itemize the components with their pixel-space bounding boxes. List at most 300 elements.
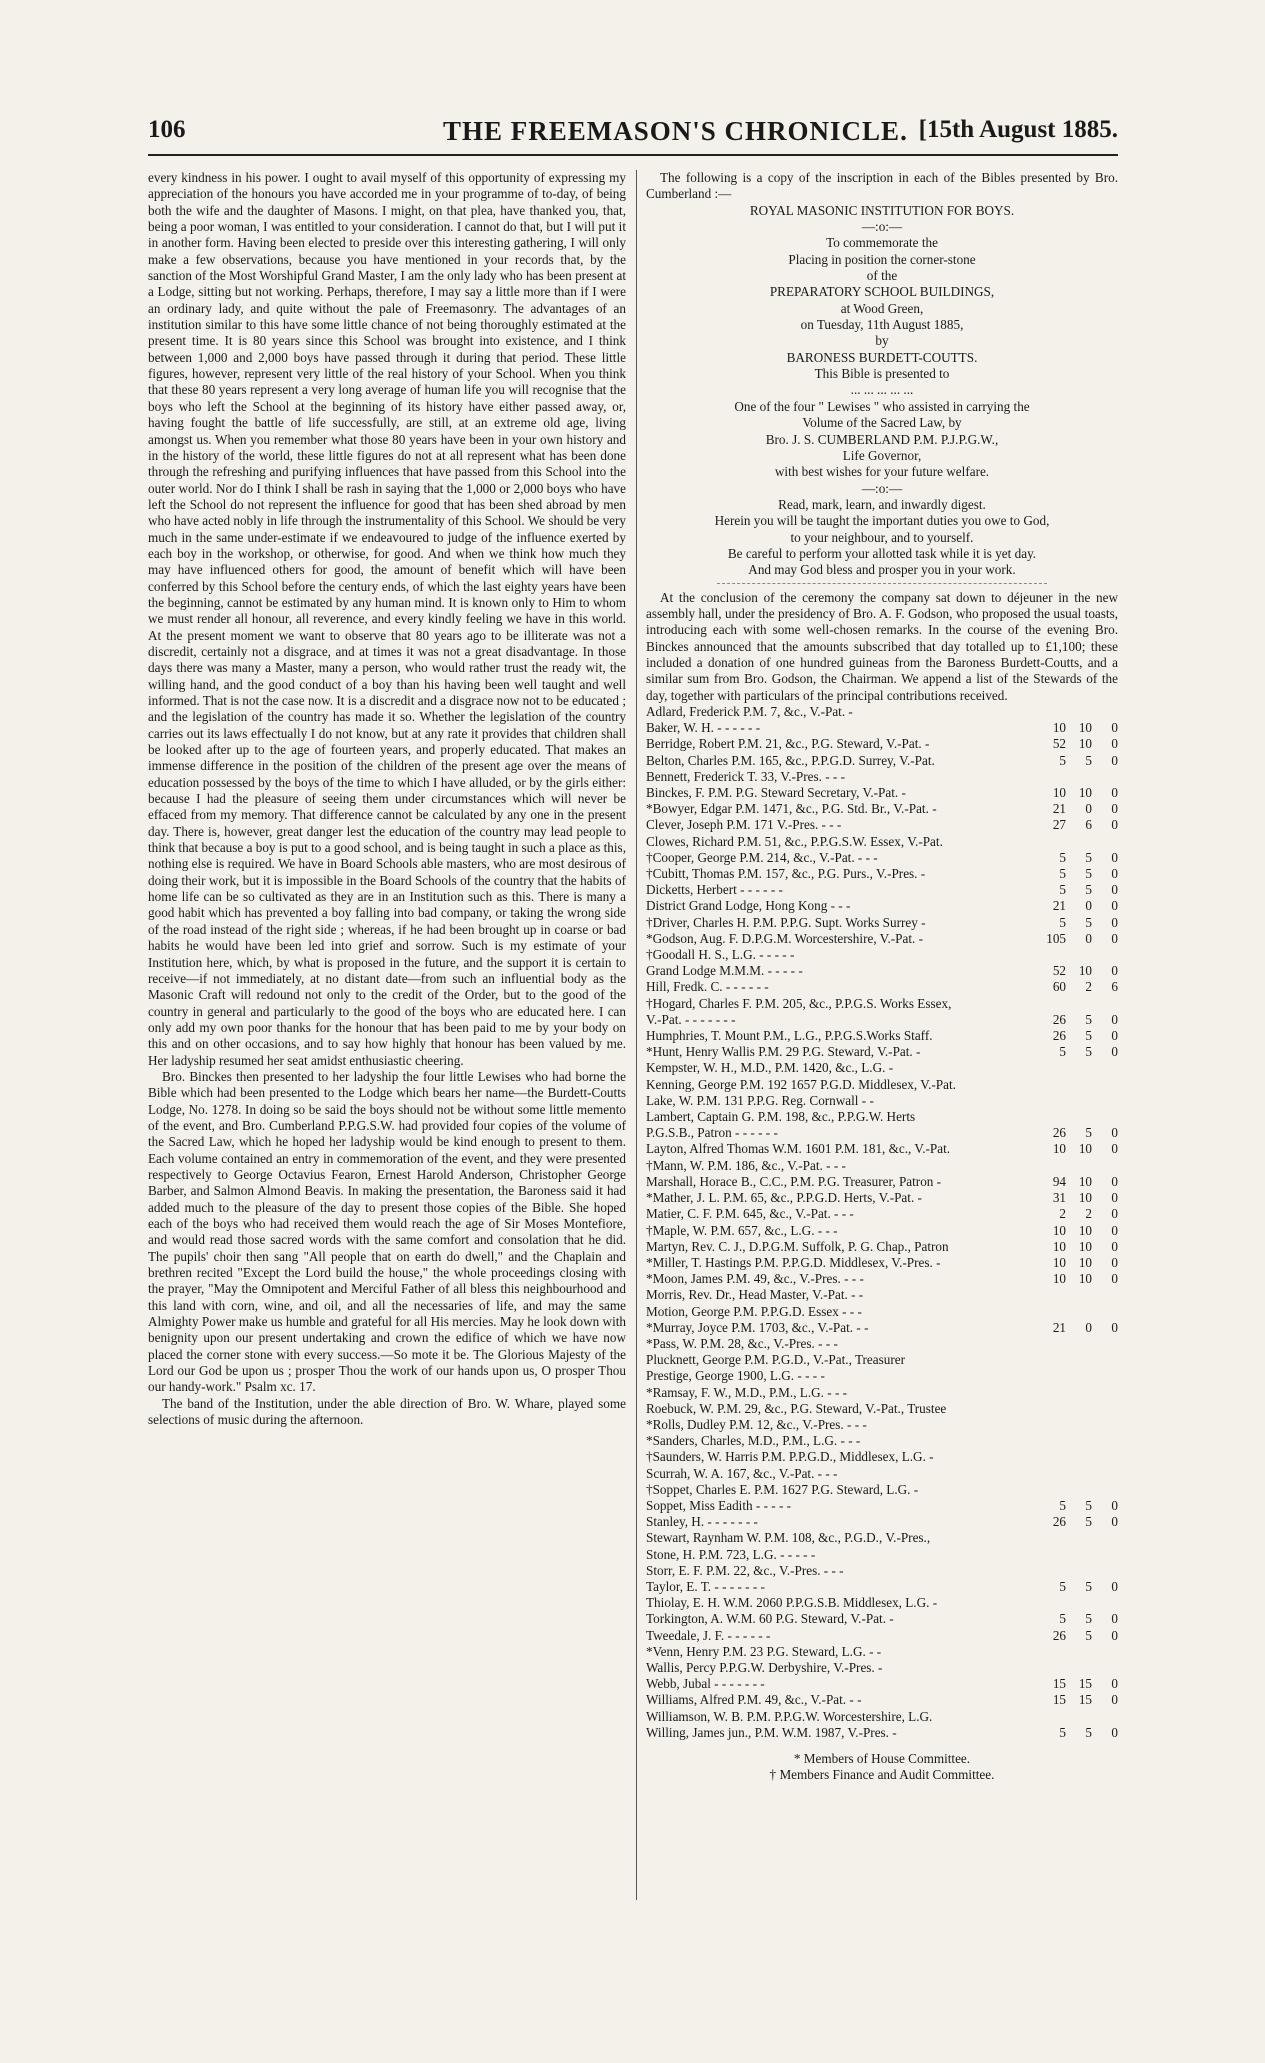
steward-name: Dicketts, Herbert - - - - - - <box>646 882 783 898</box>
steward-name: Willing, James jun., P.M. W.M. 1987, V.-Pres. - <box>646 1724 897 1740</box>
steward-name: Bennett, Frederick T. 33, V.-Pres. - - - <box>646 768 845 784</box>
steward-row <box>646 1304 1118 1320</box>
amount-pounds: 10 <box>1052 1141 1066 1157</box>
amount-pounds: 31 <box>1052 1190 1066 1206</box>
amount-shillings: 5 <box>1085 1011 1092 1027</box>
steward-row <box>646 931 1118 947</box>
amount-shillings: 10 <box>1078 1173 1092 1189</box>
amount-shillings: 5 <box>1085 1028 1092 1044</box>
steward-row <box>646 1109 1118 1125</box>
steward-row <box>646 1725 1118 1741</box>
page-header <box>138 116 1118 148</box>
amount-pence <box>1092 1401 1118 1417</box>
amount-pounds: 5 <box>1059 882 1066 898</box>
amount-shillings: 5 <box>1085 866 1092 882</box>
steward-name: Lambert, Captain G. P.M. 198, &c., P.P.G.W. Herts <box>646 1109 916 1125</box>
amount-shillings <box>1066 1482 1092 1498</box>
right-column <box>646 170 1118 1784</box>
amount-shillings: 5 <box>1085 752 1092 768</box>
steward-name: Layton, Alfred Thomas W.M. 1601 P.M. 181, &c., V.-Pat. <box>646 1141 951 1157</box>
amount-shillings <box>1066 1660 1092 1676</box>
inscription-line: Life Governor, <box>842 447 922 463</box>
amount-shillings: 5 <box>1085 1044 1092 1060</box>
amount-pence: 0 <box>1111 801 1118 817</box>
amount-pounds <box>1040 996 1066 1012</box>
amount-pence: 0 <box>1111 1044 1118 1060</box>
steward-row <box>646 1190 1118 1206</box>
amount-shillings: 10 <box>1078 1141 1092 1157</box>
amount-pounds <box>1040 1109 1066 1125</box>
amount-shillings <box>1066 1109 1092 1125</box>
amount-pence <box>1092 1158 1118 1174</box>
inscription-line: by <box>875 333 889 349</box>
steward-name: *Rolls, Dudley P.M. 12, &c., V.-Pres. - - - <box>646 1416 867 1432</box>
inscription-line: BARONESS BURDETT-COUTTS. <box>786 349 978 365</box>
amount-pence: 0 <box>1111 1254 1118 1270</box>
amount-pounds: 10 <box>1052 1222 1066 1238</box>
inscription-line: Read, mark, learn, and inwardly digest. <box>778 496 986 512</box>
steward-name: Grand Lodge M.M.M. - - - - - <box>646 963 803 979</box>
amount-pence <box>1092 1352 1118 1368</box>
steward-name: Lake, W. P.M. 131 P.P.G. Reg. Cornwall - - <box>646 1092 874 1108</box>
amount-shillings <box>1066 996 1092 1012</box>
dejeuner-paragraph: At the conclusion of the ceremony the company sat down to déjeuner in the new assembly hall, under the presidency of Bro. A. F. Godson, who proposed the usual toasts, introducing each with some well-chosen remarks. In the course of the evening Bro. Binckes announced that the amounts subscribed that day totalled up to £1,100; these included a donation of one hundred guineas from the Baroness Burdett-Coutts, and a similar sum from Bro. Godson, the Chairman. We append a list of the Stewards of the day, together with particulars of the principal contributions received. <box>646 589 1118 703</box>
steward-row <box>646 1093 1118 1109</box>
amount-pounds <box>1040 1287 1066 1303</box>
steward-row <box>646 1660 1118 1676</box>
amount-pence: 0 <box>1111 1206 1118 1222</box>
amount-pence <box>1092 1385 1118 1401</box>
steward-name: *Pass, W. P.M. 28, &c., V.-Pres. - - - <box>646 1335 838 1351</box>
steward-row <box>646 801 1118 817</box>
amount-shillings: 5 <box>1085 1611 1092 1627</box>
amount-pence: 0 <box>1111 1724 1118 1740</box>
steward-row <box>646 996 1118 1012</box>
amount-shillings <box>1066 1417 1092 1433</box>
amount-pence <box>1092 1563 1118 1579</box>
steward-name: †Saunders, W. Harris P.M. P.P.G.D., Middlesex, L.G. - <box>646 1449 934 1465</box>
amount-shillings: 2 <box>1085 1206 1092 1222</box>
amount-pence: 0 <box>1111 963 1118 979</box>
amount-pounds <box>1040 1304 1066 1320</box>
steward-row <box>646 1174 1118 1190</box>
amount-pence <box>1092 1060 1118 1076</box>
amount-pence: 0 <box>1111 1676 1118 1692</box>
steward-name: Williamson, W. B. P.M. P.P.G.W. Worcestershire, L.G. <box>646 1708 933 1724</box>
amount-pounds: 10 <box>1052 1254 1066 1270</box>
steward-name: Webb, Jubal - - - - - - - <box>646 1676 765 1692</box>
steward-name: Kenning, George P.M. 192 1657 P.G.D. Middlesex, V.-Pat. <box>646 1076 956 1092</box>
steward-row <box>646 1482 1118 1498</box>
steward-row <box>646 834 1118 850</box>
steward-row <box>646 769 1118 785</box>
amount-pence <box>1092 1547 1118 1563</box>
steward-row <box>646 1628 1118 1644</box>
steward-name: †Driver, Charles H. P.M. P.P.G. Supt. Works Surrey - <box>646 914 926 930</box>
steward-row <box>646 704 1118 720</box>
amount-pounds: 5 <box>1059 1497 1066 1513</box>
amount-pounds: 15 <box>1052 1692 1066 1708</box>
amount-pounds <box>1040 947 1066 963</box>
steward-row <box>646 915 1118 931</box>
steward-row <box>646 1595 1118 1611</box>
amount-pence <box>1092 1417 1118 1433</box>
amount-pence: 0 <box>1111 1271 1118 1287</box>
steward-name: Roebuck, W. P.M. 29, &c., P.G. Steward, V.-Pat., Trustee <box>646 1400 947 1416</box>
inscription-line: —:o:— <box>861 480 903 496</box>
inscription-line: Herein you will be taught the important duties you owe to God, <box>714 513 1050 529</box>
amount-pence <box>1092 1304 1118 1320</box>
amount-shillings: 10 <box>1078 1222 1092 1238</box>
steward-row <box>646 1352 1118 1368</box>
amount-shillings: 5 <box>1085 882 1092 898</box>
steward-name: †Goodall H. S., L.G. - - - - - <box>646 947 795 963</box>
amount-pounds: 26 <box>1052 1514 1066 1530</box>
amount-pounds: 5 <box>1059 1724 1066 1740</box>
inscription-line: Placing in position the corner-stone <box>788 251 976 267</box>
inscription-line: on Tuesday, 11th August 1885, <box>800 317 964 333</box>
amount-shillings: 10 <box>1078 1254 1092 1270</box>
amount-shillings: 10 <box>1078 1238 1092 1254</box>
steward-row <box>646 850 1118 866</box>
steward-row <box>646 1125 1118 1141</box>
amount-pounds: 5 <box>1059 1578 1066 1594</box>
amount-pence: 0 <box>1111 785 1118 801</box>
inscription-line: ROYAL MASONIC INSTITUTION FOR BOYS. <box>749 202 1015 218</box>
steward-row <box>646 1368 1118 1384</box>
steward-row <box>646 1255 1118 1271</box>
amount-pence: 0 <box>1111 1173 1118 1189</box>
amount-pounds <box>1040 1060 1066 1076</box>
header-rule <box>148 154 1118 156</box>
amount-shillings <box>1066 704 1092 720</box>
steward-name: *Bowyer, Edgar P.M. 1471, &c., P.G. Std. Br., V.-Pat. - <box>646 801 937 817</box>
steward-row <box>646 1498 1118 1514</box>
amount-shillings: 0 <box>1085 930 1092 946</box>
steward-row <box>646 1077 1118 1093</box>
amount-pounds: 60 <box>1052 979 1066 995</box>
amount-shillings <box>1066 834 1092 850</box>
amount-pence: 0 <box>1111 1125 1118 1141</box>
amount-shillings <box>1066 1449 1092 1465</box>
amount-pence <box>1092 1466 1118 1482</box>
steward-name: †Maple, W. P.M. 657, &c., L.G. - - - <box>646 1222 838 1238</box>
steward-name: Berridge, Robert P.M. 21, &c., P.G. Steward, V.-Pat. - <box>646 736 930 752</box>
amount-shillings <box>1066 1077 1092 1093</box>
amount-pounds: 10 <box>1052 785 1066 801</box>
amount-shillings <box>1066 1530 1092 1546</box>
inscription-line: And may God bless and prosper you in your work. <box>748 562 1016 578</box>
amount-shillings: 10 <box>1078 1190 1092 1206</box>
amount-pence <box>1092 1433 1118 1449</box>
amount-pence: 0 <box>1111 817 1118 833</box>
amount-shillings: 5 <box>1085 1497 1092 1513</box>
amount-pence <box>1092 1449 1118 1465</box>
amount-pounds <box>1040 769 1066 785</box>
steward-row <box>646 882 1118 898</box>
inscription-line: at Wood Green, <box>840 300 924 316</box>
amount-pounds <box>1040 1368 1066 1384</box>
amount-shillings <box>1066 769 1092 785</box>
amount-shillings: 5 <box>1085 1627 1092 1643</box>
steward-row <box>646 979 1118 995</box>
amount-pence <box>1092 1482 1118 1498</box>
footnotes <box>646 1751 1118 1784</box>
steward-row <box>646 1644 1118 1660</box>
amount-shillings: 5 <box>1085 1514 1092 1530</box>
amount-shillings <box>1066 1401 1092 1417</box>
steward-row <box>646 1287 1118 1303</box>
amount-shillings: 0 <box>1085 1319 1092 1335</box>
steward-name: Marshall, Horace B., C.C., P.M. P.G. Treasurer, Patron - <box>646 1173 942 1189</box>
steward-row <box>646 1239 1118 1255</box>
amount-pounds: 26 <box>1052 1125 1066 1141</box>
amount-pence <box>1092 1709 1118 1725</box>
steward-row <box>646 1417 1118 1433</box>
steward-name: Taylor, E. T. - - - - - - - <box>646 1578 765 1594</box>
amount-shillings <box>1066 1709 1092 1725</box>
amount-pounds: 26 <box>1052 1627 1066 1643</box>
steward-name: †Cubitt, Thomas P.M. 157, &c., P.G. Purs., V.-Pres. - <box>646 866 926 882</box>
inscription-line: This Bible is presented to <box>814 366 950 382</box>
amount-pounds: 10 <box>1052 720 1066 736</box>
amount-shillings: 15 <box>1078 1676 1092 1692</box>
steward-row <box>646 1012 1118 1028</box>
amount-pounds: 10 <box>1052 1271 1066 1287</box>
amount-pounds: 21 <box>1052 801 1066 817</box>
steward-name: District Grand Lodge, Hong Kong - - - <box>646 898 851 914</box>
steward-name: Kempster, W. H., M.D., P.M. 1420, &c., L.G. - <box>646 1060 894 1076</box>
steward-name: Torkington, A. W.M. 60 P.G. Steward, V.-Pat. - <box>646 1611 894 1627</box>
steward-name: *Moon, James P.M. 49, &c., V.-Pres. - - - <box>646 1271 864 1287</box>
amount-pence <box>1092 1368 1118 1384</box>
amount-pence: 0 <box>1111 866 1118 882</box>
inscription-intro: The following is a copy of the inscription in each of the Bibles presented by Bro. Cumberland :— <box>646 170 1118 202</box>
amount-shillings: 10 <box>1078 736 1092 752</box>
steward-name: Wallis, Percy P.P.G.W. Derbyshire, V.-Pres. - <box>646 1659 883 1675</box>
inscription-line: To commemorate the <box>826 235 938 251</box>
steward-row <box>646 1514 1118 1530</box>
amount-pence: 0 <box>1111 1238 1118 1254</box>
finance-committee-note: † Members Finance and Audit Committee. <box>769 1767 995 1783</box>
amount-pence <box>1092 704 1118 720</box>
amount-shillings <box>1066 1644 1092 1660</box>
steward-row <box>646 1530 1118 1546</box>
steward-name: Clever, Joseph P.M. 171 V.-Pres. - - - <box>646 817 842 833</box>
amount-shillings <box>1066 1304 1092 1320</box>
amount-pounds: 27 <box>1052 817 1066 833</box>
steward-row <box>646 753 1118 769</box>
amount-pounds <box>1040 1093 1066 1109</box>
amount-shillings <box>1066 1158 1092 1174</box>
speech-paragraph: every kindness in his power. I ought to avail myself of this opportunity of expressing my appreciation of the honours you have accorded me in your programme of to-day, of being both the wife and the daughter of Masons. I might, on that plea, have thanked you, that, being a poor woman, I was entitled to your consideration. I cannot do that, but I will put it in another form. Having been elected to preside over this interesting gathering, I will only make a few observations, because you have mentioned in your records that, by the sanction of the Most Worshipful Grand Master, I am the only lady who has been present at a Lodge, sitting but not working. Perhaps, therefore, I may say a little more than if I were an ordinary lady, and quite without the pale of Freemasonry. The advantages of an institution similar to this have some little chance of not being thoroughly estimated at the present time. It is 80 years since this School was brought into existence, and I think between 1,000 and 2,000 boys have passed through it during that period. These little figures, however, represent very little of the real history of your School. When you think that these 80 years represent a very long average of human life you will recognise that the boys who left the School at the beginning of its history have either passed away, or, having fought the battle of life successfully, are still, at an extreme old age, living amongst us. When you remember what those 80 years have been in your own history and in the history of the world, these little figures do not at all represent what has been done through the refreshing and purifying influences that have passed from this School into the outer world. Nor do I think I shall be rash in saying that the 1,000 or 2,000 boys who have left the School do not represent the influence for good that has been shed abroad by men who have acted nobly in life through the instrumentality of this School. We should be very much in the same under-estimate if we endeavoured to judge of the influence exerted by each boy in the workshop, or otherwise, for good. And when we think how much they may have influenced others for good, the amount of benefit which will have been conferred by this School before the century ends, of which the last eighty years have been the beginning, cannot be estimated by any human mind. It is known only to Him to whom we must render all honour, all reverence, and every kindly feeling we have in this world. At the present moment we want to observe that 80 years ago to be illiterate was not a discredit, certainly not a disgrace, and at times it was not a great disadvantage. In those days there was many a Master, many a person, who would rather trust the ready wit, the willing hand, and the good conduct of a boy than his having been well taught and well informed. That is not the case now. It is a discredit and a disgrace now not to be educated ; and the legislation of the country has made it so. Whether the legislation of the country carries out its laws effectually I do not know, but at any rate it provides that children shall be looked after up to the age of fourteen years, and properly educated. That makes an immense difference in the position of the children of the present age over the means of education possessed by the boys of the time to which I have alluded, or by the girls either: because I had the pleasure of seeing them under circumstances which will never be effaced from my memory. That difference cannot be calculated by any one in the present day. There is, however, great danger lest the education of the country may lead people to think that because a boy is put to a good school, and is being taught in such a place as this, nothing else is required. We have in Board Schools able masters, who are most desirous of doing their work, but it is impossible in the Board Schools of the country that the habits of home life can be so cultivated as they are in an Institution such as this. There is many a good habit which has prevented a boy falling into bad company, or taking the wrong side of the road instead of the right side ; whereas, if he had been brought up in coarse or bad habits he would have been led into grief and sorrow. Such is my estimate of your Institution here, which, by what is proposed in the future, and the support it is certain to receive—if not immediately, at no distant date—from such an influential body as the Masonic Craft will redound not only to the credit of the Order, but to the good of the country in general and particularly to the good of the boys who are educated here. I can only add my own poor thanks for the honour that has been paid to me by your body on this and on other occasions, and to say how highly that honour has been valued by me. Her ladyship resumed her seat amidst enthusiastic cheering. <box>148 170 626 1068</box>
amount-pence: 0 <box>1111 1692 1118 1708</box>
amount-pounds <box>1040 1530 1066 1546</box>
amount-shillings <box>1066 1385 1092 1401</box>
steward-name: Belton, Charles P.M. 165, &c., P.P.G.D. Surrey, V.-Pat. <box>646 752 935 768</box>
amount-pence: 0 <box>1111 1319 1118 1335</box>
inscription-line: with best wishes for your future welfare. <box>774 464 990 480</box>
amount-pounds <box>1040 1709 1066 1725</box>
amount-pounds <box>1040 1449 1066 1465</box>
steward-row <box>646 1028 1118 1044</box>
amount-pence: 0 <box>1111 1222 1118 1238</box>
amount-pence: 0 <box>1111 1578 1118 1594</box>
steward-row <box>646 947 1118 963</box>
amount-shillings <box>1066 1336 1092 1352</box>
steward-row <box>646 720 1118 736</box>
steward-name: Stanley, H. - - - - - - - <box>646 1514 758 1530</box>
amount-pence <box>1092 769 1118 785</box>
steward-name: Thiolay, E. H. W.M. 2060 P.P.G.S.B. Middlesex, L.G. - <box>646 1595 938 1611</box>
inscription-line: Be careful to perform your allotted task while it is yet day. <box>727 545 1037 561</box>
amount-shillings <box>1066 1060 1092 1076</box>
amount-pence: 0 <box>1111 1028 1118 1044</box>
amount-pounds: 52 <box>1052 963 1066 979</box>
house-committee-note: * Members of House Committee. <box>793 1751 971 1766</box>
amount-shillings <box>1066 1466 1092 1482</box>
steward-row <box>646 1466 1118 1482</box>
steward-row <box>646 1206 1118 1222</box>
amount-pounds <box>1040 1077 1066 1093</box>
steward-name: Soppet, Miss Eadith - - - - - <box>646 1497 792 1513</box>
amount-pounds: 26 <box>1052 1028 1066 1044</box>
steward-name: Scurrah, W. A. 167, &c., V.-Pat. - - - <box>646 1465 838 1481</box>
amount-pounds <box>1040 1595 1066 1611</box>
amount-pence: 0 <box>1111 1011 1118 1027</box>
amount-shillings: 2 <box>1085 979 1092 995</box>
amount-shillings: 10 <box>1078 720 1092 736</box>
amount-pence <box>1092 1109 1118 1125</box>
amount-pounds: 26 <box>1052 1011 1066 1027</box>
amount-pence <box>1092 1530 1118 1546</box>
steward-row <box>646 1223 1118 1239</box>
steward-name: *Godson, Aug. F. D.P.G.M. Worcestershire, V.-Pat. - <box>646 930 924 946</box>
steward-name: Adlard, Frederick P.M. 7, &c., V.-Pat. - <box>646 704 853 719</box>
amount-pence: 0 <box>1111 1611 1118 1627</box>
amount-shillings <box>1066 1287 1092 1303</box>
amount-pence <box>1092 834 1118 850</box>
amount-pounds <box>1040 1644 1066 1660</box>
amount-shillings <box>1066 947 1092 963</box>
steward-row <box>646 1158 1118 1174</box>
steward-name: †Soppet, Charles E. P.M. 1627 P.G. Steward, L.G. - <box>646 1481 919 1497</box>
steward-name: †Mann, W. P.M. 186, &c., V.-Pat. - - - <box>646 1157 846 1173</box>
steward-name: Stewart, Raynham W. P.M. 108, &c., P.G.D., V.-Pres., <box>646 1530 931 1546</box>
amount-pounds <box>1040 1401 1066 1417</box>
amount-pence: 0 <box>1111 752 1118 768</box>
amount-pounds <box>1040 1482 1066 1498</box>
inscription-line: PREPARATORY SCHOOL BUILDINGS, <box>769 284 995 300</box>
amount-shillings: 5 <box>1085 914 1092 930</box>
amount-shillings <box>1066 1547 1092 1563</box>
stewards-table <box>646 704 1118 1741</box>
steward-row <box>646 898 1118 914</box>
inscription-line: Bro. J. S. CUMBERLAND P.M. P.J.P.G.W., <box>765 431 999 447</box>
amount-shillings: 10 <box>1078 785 1092 801</box>
steward-name: *Miller, T. Hastings P.M. P.P.G.D. Middlesex, V.-Pres. - <box>646 1254 941 1270</box>
steward-row <box>646 1676 1118 1692</box>
steward-name: †Cooper, George P.M. 214, &c., V.-Pat. - - - <box>646 849 878 865</box>
amount-pence: 0 <box>1111 1190 1118 1206</box>
newspaper-title: THE FREEMASON'S CHRONICLE. <box>443 116 908 146</box>
steward-row <box>646 1579 1118 1595</box>
amount-pence: 0 <box>1111 720 1118 736</box>
amount-pence <box>1092 947 1118 963</box>
amount-shillings: 10 <box>1078 963 1092 979</box>
steward-name: Storr, E. F. P.M. 22, &c., V.-Pres. - - - <box>646 1562 844 1578</box>
inscription-line: —:o:— <box>861 219 903 235</box>
issue-date: [15th August 1885. <box>918 116 1118 143</box>
amount-shillings: 0 <box>1085 801 1092 817</box>
steward-name: Morris, Rev. Dr., Head Master, V.-Pat. - - <box>646 1287 864 1303</box>
amount-pounds: 94 <box>1052 1173 1066 1189</box>
amount-pounds: 2 <box>1059 1206 1066 1222</box>
steward-row <box>646 817 1118 833</box>
amount-pounds <box>1040 834 1066 850</box>
steward-name: Plucknett, George P.M. P.G.D., V.-Pat., Treasurer <box>646 1352 905 1368</box>
amount-shillings <box>1066 1352 1092 1368</box>
amount-pence: 0 <box>1111 930 1118 946</box>
steward-row <box>646 1271 1118 1287</box>
amount-pence <box>1092 1336 1118 1352</box>
amount-pounds <box>1040 1660 1066 1676</box>
steward-name: *Mather, J. L. P.M. 65, &c., P.P.G.D. Herts, V.-Pat. - <box>646 1190 922 1206</box>
inscription-line: Volume of the Sacred Law, by <box>802 415 962 431</box>
amount-pounds: 5 <box>1059 1044 1066 1060</box>
steward-name: V.-Pat. - - - - - - - <box>646 1011 736 1027</box>
steward-row <box>646 1611 1118 1627</box>
amount-shillings: 6 <box>1085 817 1092 833</box>
amount-pence <box>1092 1077 1118 1093</box>
amount-shillings: 5 <box>1085 1578 1092 1594</box>
steward-row <box>646 1141 1118 1157</box>
bible-inscription <box>646 203 1118 579</box>
amount-pounds: 10 <box>1052 1238 1066 1254</box>
steward-name: Prestige, George 1900, L.G. - - - - <box>646 1368 825 1384</box>
amount-pounds: 21 <box>1052 898 1066 914</box>
steward-row <box>646 1547 1118 1563</box>
amount-shillings <box>1066 1093 1092 1109</box>
amount-shillings: 5 <box>1085 1125 1092 1141</box>
amount-pounds <box>1040 1547 1066 1563</box>
steward-row <box>646 866 1118 882</box>
steward-name: Hill, Fredk. C. - - - - - - <box>646 979 769 995</box>
inscription-line: One of the four " Lewises " who assisted in carrying the <box>734 398 1030 414</box>
steward-row <box>646 1401 1118 1417</box>
amount-pounds <box>1040 1417 1066 1433</box>
amount-pounds <box>1040 1466 1066 1482</box>
amount-pence: 0 <box>1111 736 1118 752</box>
amount-pence <box>1092 1644 1118 1660</box>
amount-pounds <box>1040 704 1066 720</box>
steward-name: Tweedale, J. F. - - - - - - <box>646 1627 771 1643</box>
steward-name: †Hogard, Charles F. P.M. 205, &c., P.P.G.S. Works Essex, <box>646 995 952 1011</box>
page-number: 106 <box>148 116 186 143</box>
steward-name: Humphries, T. Mount P.M., L.G., P.P.G.S.Works Staff. <box>646 1028 933 1044</box>
amount-shillings: 15 <box>1078 1692 1092 1708</box>
amount-pence <box>1092 996 1118 1012</box>
steward-row <box>646 1709 1118 1725</box>
amount-pounds <box>1040 1352 1066 1368</box>
amount-shillings <box>1066 1563 1092 1579</box>
amount-shillings: 5 <box>1085 1724 1092 1740</box>
amount-pence: 0 <box>1111 1514 1118 1530</box>
steward-name: Martyn, Rev. C. J., D.P.G.M. Suffolk, P. G. Chap., Patron <box>646 1238 949 1254</box>
presentation-paragraph: Bro. Binckes then presented to her ladyship the four little Lewises who had borne the Bible which had been presented to the Lodge which bears her name—the Burdett-Coutts Lodge, No. 1278. In doing so be said the boys should not be without some little memento of the event, and Bro. Cumberland P.P.G.S.W. had provided four copies of the volume of the Sacred Law, which he hoped her ladyship would be kind enough to present to them. Each volume contained an entry in commemoration of the event, and they were presented respectively to George Octavius Fearon, Ernest Harold Anderson, Christopher George Barber, and Salmon Almond Beavis. In making the presentation, the Baroness said it had added much to the pleasure of the day to present those copies of the Bible. She hoped each of the boys who had received them would reach the age of Sir Moses Montefiore, and would read those sacred words with the same comfort and consolation that he did. The pupils' choir then sang "All people that on earth do dwell," and the Chaplain and brethren recited "Except the Lord build the house," the whole proceedings closing with the prayer, "May the Omnipotent and Merciful Father of all bless this neighbourhood and this land with corn, wine, and oil, and all the necessaries of life, and may the same Almighty Power make us humble and grateful for all His mercies. May he look down with benignity upon our present undertaking and crown the edifice of which we have now placed the corner stone with every success.—So mote it be. The Glorious Majesty of the Lord our God be upon us ; prosper Thou the work of our hands upon us, O prosper Thou our handy-work." Psalm xc. 17. <box>148 1068 626 1395</box>
amount-pounds <box>1040 1563 1066 1579</box>
band-paragraph: The band of the Institution, under the able direction of Bro. W. Whare, played some selections of music during the afternoon. <box>148 1395 626 1428</box>
